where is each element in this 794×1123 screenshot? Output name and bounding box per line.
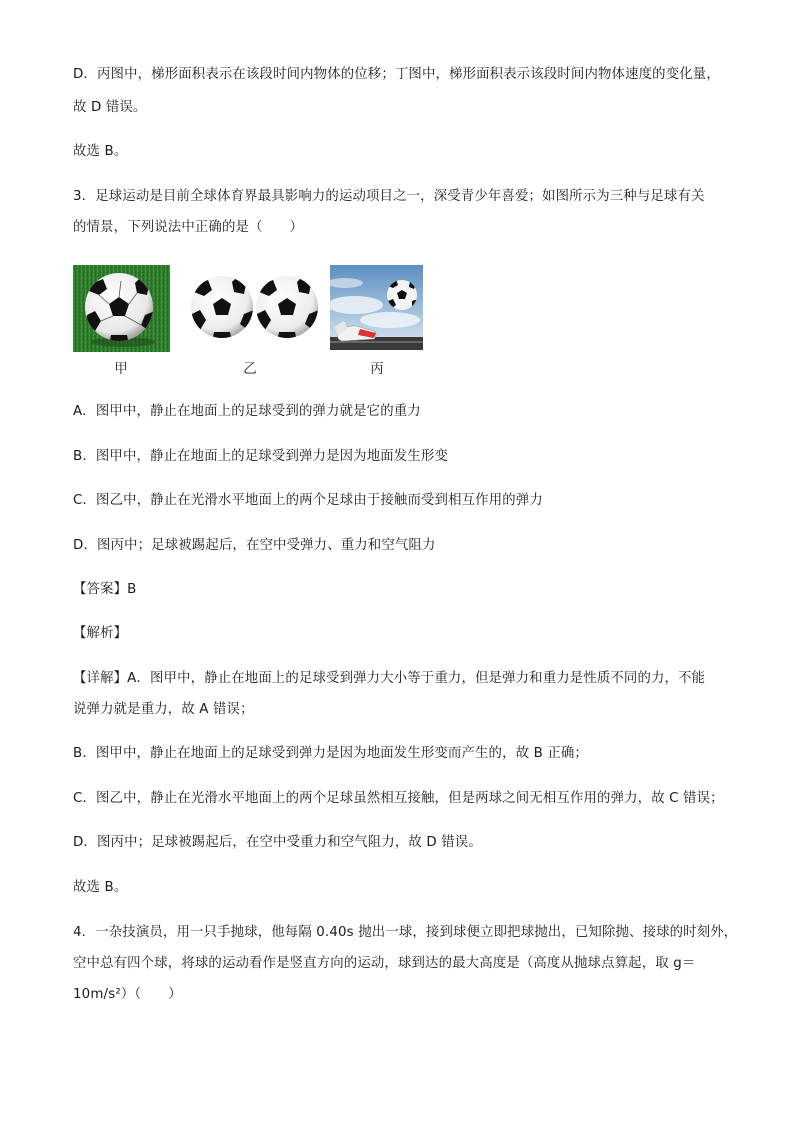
answer-label: 【答案】B: [73, 582, 137, 597]
analysis-label: 【解析】: [73, 626, 128, 641]
figure-bing-image: [330, 265, 423, 350]
line-select-b-2: 故选 B。: [73, 880, 128, 895]
line-d-option-prev: D．丙图中，梯形面积表示在该段时间内物体的位移；丁图中，梯形面积表示该段时间内物体速度的变化量，: [73, 67, 720, 82]
figure-jia-image: [73, 265, 170, 352]
figure-yi-caption: 乙: [243, 362, 257, 377]
detail-line-1: 【详解】A．图甲中，静止在地面上的足球受到弹力大小等于重力，但是弹力和重力是性质不同的力，不能: [73, 671, 706, 686]
question-3-line-1: 3．足球运动是目前全球体育界最具影响力的运动项目之一，深受青少年喜爱；如图所示为三种与足球有关: [73, 189, 705, 204]
detail-line-2: 说弹力就是重力，故 A 错误；: [73, 702, 254, 717]
option-b: B．图甲中，静止在地面上的足球受到弹力是因为地面发生形变: [73, 449, 448, 464]
question-3-line-2: 的情景，下列说法中正确的是（ ）: [73, 220, 304, 235]
option-c: C．图乙中，静止在光滑水平地面上的两个足球由于接触而受到相互作用的弹力: [73, 493, 543, 508]
detail-line-4: C．图乙中，静止在光滑水平地面上的两个足球虽然相互接触，但是两球之间无相互作用的弹力，故 C 错误；: [73, 791, 724, 806]
detail-line-5: D．图丙中；足球被踢起后，在空中受重力和空气阻力，故 D 错误。: [73, 835, 482, 850]
figure-jia-caption: 甲: [114, 362, 128, 377]
line-d-conclusion: 故 D 错误。: [73, 100, 147, 115]
line-select-b-1: 故选 B。: [73, 144, 128, 159]
question-4-line-1: 4．一杂技演员，用一只手抛球，他每隔 0.40s 抛出一球，接到球便立即把球抛出，已知除抛、接球的时刻外，: [73, 925, 738, 940]
figure-bing-caption: 丙: [370, 362, 384, 377]
option-a: A．图甲中，静止在地面上的足球受到的弹力就是它的重力: [73, 404, 421, 419]
figure-yi-image: [190, 272, 320, 342]
question-4-line-3: 10m/s²）（ ）: [73, 987, 182, 1002]
question-4-line-2: 空中总有四个球，将球的运动看作是竖直方向的运动，球到达的最大高度是（高度从抛球点算起，取 g＝: [73, 956, 696, 971]
option-d: D．图丙中；足球被踢起后，在空中受弹力、重力和空气阻力: [73, 538, 436, 553]
detail-line-3: B．图甲中，静止在地面上的足球受到弹力是因为地面发生形变而产生的，故 B 正确；: [73, 746, 588, 761]
